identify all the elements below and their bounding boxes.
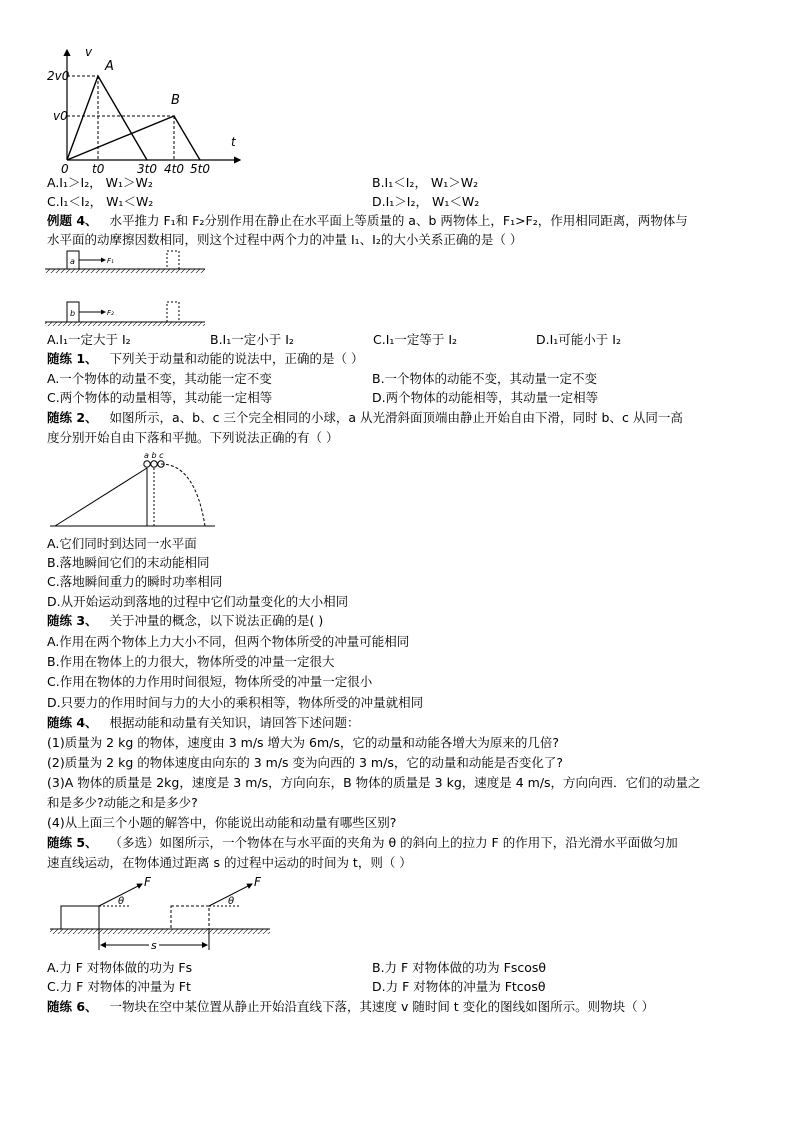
tick-3t0: 3t0 (137, 162, 157, 174)
p4-sub3a: (3)A 物体的质量是 2kg，速度是 3 m/s，方向向东，B 物体的质量是 3 kg，速度是 4 m/s，方向向西．它们的动量之 (47, 775, 701, 790)
p4-sub3b: 和是多少?动能之和是多少? (47, 795, 198, 810)
p3-option-b: B.作用在物体上的力很大，物体所受的冲量一定很大 (47, 654, 335, 669)
prev-option-d: D.I₁＞I₂， W₁＜W₂ (372, 194, 480, 209)
theta-label-2: θ (228, 896, 235, 907)
point-b-label: B (171, 93, 180, 108)
label-v0: v0 (53, 109, 68, 123)
ex4-option-d: D.I₁可能小于 I₂ (536, 332, 621, 347)
ball-b (151, 461, 157, 467)
p3-option-c: C.作用在物体的力作用时间很短，物体所受的冲量一定很小 (47, 674, 373, 689)
p5-line2: 速直线运动，在物体通过距离 s 的过程中运动的时间为 t，则（ ） (47, 855, 412, 870)
p1-option-c: C.两个物体的动量相等，其动能一定相等 (47, 390, 273, 405)
prev-option-a: A.I₁＞I₂， W₁＞W₂ (47, 175, 153, 190)
p3-option-a: A.作用在两个物体上力大小不同，但两个物体所受的冲量可能相同 (47, 634, 410, 649)
s-label: s (151, 939, 157, 952)
abc-label: a b c (144, 451, 164, 460)
p2-line2: 度分别开始自由下落和平抛。下列说法正确的有（ ） (47, 430, 339, 445)
tick-5t0: 5t0 (190, 162, 210, 174)
p5-option-a: A.力 F 对物体做的功为 Fs (47, 960, 193, 975)
block-a-label: a (70, 257, 75, 266)
graph-a-line (67, 76, 147, 160)
tick-4t0: 4t0 (164, 162, 184, 174)
block-b-label: b (70, 309, 76, 318)
p2-option-c: C.落地瞬间重力的瞬时功率相同 (47, 574, 223, 589)
ex4-option-c: C.I₁一定等于 I₂ (373, 332, 458, 347)
p5-option-c: C.力 F 对物体的冲量为 Ft (47, 979, 191, 994)
ex4-option-b: B.I₁一定小于 I₂ (210, 332, 294, 347)
p2-option-b: B.落地瞬间它们的末动能相同 (47, 555, 210, 570)
theta-label-1: θ (118, 896, 125, 907)
p6-question: 随练 6、 一物块在空中某位置从静止开始沿直线下落，其速度 v 随时间 t 变化的图线如图所示。则物块（ ） (47, 999, 655, 1014)
f1-label: F₁ (107, 257, 114, 265)
p1-question: 随练 1、 下列关于动量和动能的说法中，正确的是（ ） (47, 351, 364, 366)
f2-label: F₂ (107, 309, 114, 317)
block-start (61, 906, 99, 929)
p3-option-d: D.只要力的作用时间与力的大小的乘积相等，物体所受的冲量就相同 (47, 695, 424, 710)
p3-question: 随练 3、 关于冲量的概念，以下说法正确的是( ) (47, 613, 324, 628)
point-a-label: A (105, 59, 114, 74)
p4-sub4: (4)从上面三个小题的解答中，你能说出动能和动量有哪些区别? (47, 815, 397, 830)
p4-sub1: (1)质量为 2 kg 的物体，速度由 3 m/s 增大为 6m/s，它的动量和动能各增大为原来的几倍? (47, 735, 559, 750)
p5-option-d: D.力 F 对物体的冲量为 Ftcosθ (372, 979, 546, 994)
p2-figure (45, 448, 220, 530)
p5-line1: 随练 5、 （多选）如图所示，一个物体在与水平面的夹角为 θ 的斜向上的拉力 F 的作用下，沿光滑水平面做匀加 (47, 835, 678, 850)
f-label-1: F (144, 875, 151, 889)
p2-line1: 随练 2、 如图所示，a、b、c 三个完全相同的小球，a 从光滑斜面顶端由静止开始自由下滑，同时 b、c 从同一高 (47, 410, 683, 425)
prev-option-c: C.I₁＜I₂， W₁＜W₂ (47, 194, 154, 209)
origin-label: 0 (61, 162, 69, 174)
p5-option-b: B.力 F 对物体做的功为 Fscosθ (372, 960, 547, 975)
axis-t-label: t (231, 135, 236, 149)
p1-option-a: A.一个物体的动量不变，其动能一定不变 (47, 371, 272, 386)
block-end (171, 906, 209, 929)
ex4-line1: 例题 4、 水平推力 F₁和 F₂分别作用在静止在水平面上等质量的 a、b 两物体上，F₁>F₂，作用相同距离，两物体与 (47, 213, 688, 228)
ball-a (144, 461, 150, 467)
f-label-2: F (254, 875, 261, 889)
ex4-figure (45, 249, 210, 329)
p1-option-b: B.一个物体的动能不变，其动量一定不变 (372, 371, 598, 386)
prev-option-b: B.I₁＜I₂， W₁＞W₂ (372, 175, 479, 190)
p4-sub2: (2)质量为 2 kg 的物体速度由向东的 3 m/s 变为向西的 3 m/s，它的动量和动能是否变化了? (47, 755, 563, 770)
p2-option-a: A.它们同时到达同一水平面 (47, 536, 197, 551)
tick-t0: t0 (92, 162, 105, 174)
p1-option-d: D.两个物体的动能相等，其动量一定相等 (372, 390, 599, 405)
p4-question: 随练 4、 根据动能和动量有关知识，请回答下述问题： (47, 715, 360, 730)
ex4-line2: 水平面的动摩擦因数相同，则这个过程中两个力的冲量 I₁、I₂的大小关系正确的是（ ） (47, 232, 523, 247)
vt-graph (45, 42, 245, 174)
ex4-option-a: A.I₁一定大于 I₂ (47, 332, 131, 347)
p5-figure (45, 872, 275, 954)
axis-v-label: v (85, 45, 93, 59)
p2-option-d: D.从开始运动到落地的过程中它们动量变化的大小相同 (47, 594, 349, 609)
label-2v0: 2v0 (47, 69, 70, 83)
